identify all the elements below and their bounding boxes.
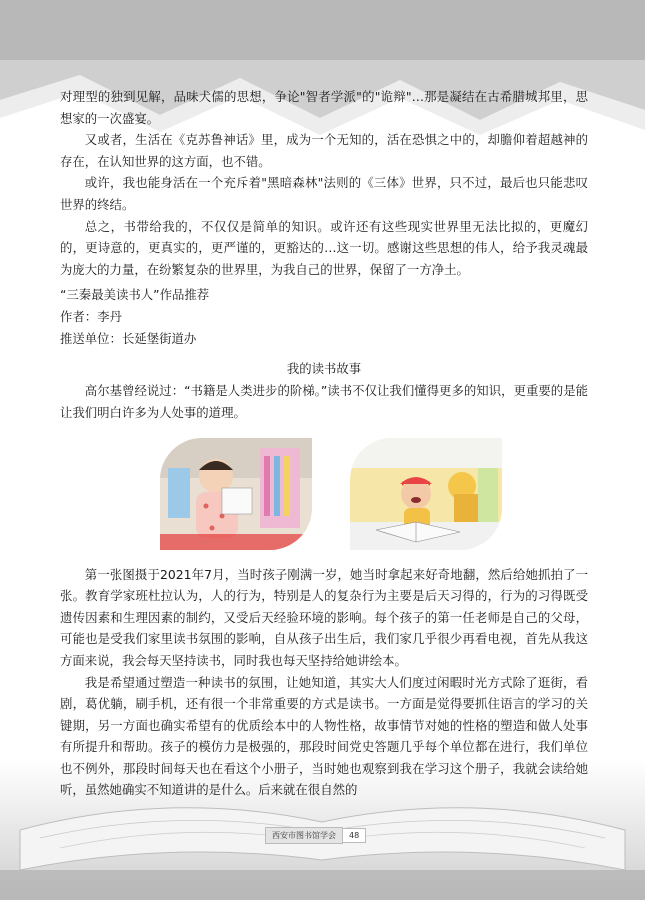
paragraph-top-2: 又或者，生活在《克苏鲁神话》里，成为一个无知的，活在恐惧之中的，却膽仰着超越神的存在，在认知世界的这方面，也不错。 <box>60 132 588 169</box>
recommendation-title: “三秦最美读书人”作品推荐 <box>60 287 210 303</box>
page-number: 48 <box>343 828 366 843</box>
paragraph-top-1: 对理型的独到见解，品味犬儒的思想，争论"智者学派"的"诡辩"…那是凝结在古希腊城邦里，思想家的一次盛宴。 <box>60 89 588 126</box>
article-content <box>60 86 588 801</box>
story-paragraph-1: 第一张图摄于2021年7月，当时孩子刚满一岁，她当时拿起来好奇地翻，然后给她抓拍了一张。教育学家班杜拉认为，人的行为，特别是人的复杂行为主要是后天习得的，行为的习得既受遗传因素和生理因素的制约，又受后天经验环境的影响。每个孩子的第一任老师是自己的父母，可能也是受我们家里读书氛围的影响，自从孩子出生后，我们家几乎很少再看电视，首先从我这方面来说，我会每天坚持读书，同时我也每天坚持给她讲绘本。 <box>60 566 588 668</box>
story-title: 我的读书故事 <box>286 361 362 377</box>
paragraph-top-4: 总之，书带给我的，不仅仅是简单的知识。或许还有这些现实世界里无法比拟的，更魔幻的，更诗意的，更真实的，更严谨的，更豁达的…这一切。感谢这些思想的伟人，给予我灵魂最为庞大的力量，在纷繁复杂的世界里，为我自己的世界，保留了一方净土。 <box>60 218 588 277</box>
child-book-photo <box>350 438 502 550</box>
footer-org: 西安市图书馆学会 <box>265 827 343 844</box>
story-paragraph-2: 我是希望通过塑造一种读书的氛围，让她知道，其实大人们度过闲暇时光方式除了逛街，看剧，葛优躺，刷手机，还有很一个非常重要的方式是读书。一方面是觉得要抓住语言的学习的关键期，另一方面也确实希望有的优质绘本中的人物性格，故事情节对她的性格的塑造和做人处事有所提升和帮助。孩子的模仿力是极强的，那段时间党史答题几乎每个单位都在进行，我们单位也不例外，那段时间每天也在看这个小册子，当时她也观察到我在学习这个册子，我就会读给她听，虽然她确实不知道讲的是什么。后来就在很自然的 <box>60 674 588 798</box>
page-footer <box>265 827 366 843</box>
paragraph-top-3: 或许，我也能身活在一个充斥着"黑暗森林"法则的《三体》世界，只不过，最后也只能悲叹世界的终结。 <box>60 175 588 212</box>
photo-row <box>60 438 588 556</box>
unit-line: 推送单位：长延堡街道办 <box>60 331 197 347</box>
child-reading-photo <box>160 438 312 550</box>
author-line: 作者：李丹 <box>60 309 122 325</box>
story-intro: 高尔基曾经说过：“书籍是人类进步的阶梯。”读书不仅让我们懂得更多的知识，更重要的是能让我们明白许多为人处事的道理。 <box>60 383 588 420</box>
